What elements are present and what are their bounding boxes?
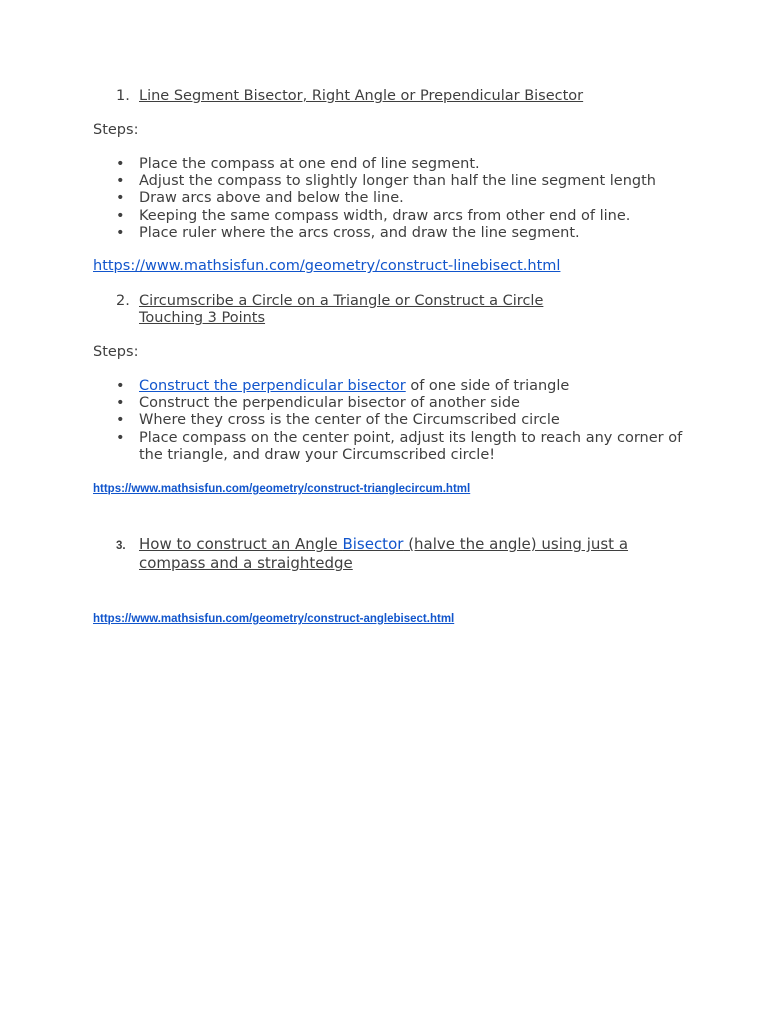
bullet-icon: • <box>116 190 125 207</box>
section-1-number: 1. <box>116 88 130 104</box>
list-item <box>116 173 696 190</box>
section-2-heading <box>116 293 696 329</box>
step-text: Keeping the same compass width, draw arcs from other end of line. <box>139 207 631 224</box>
list-item <box>116 395 696 412</box>
section-3-number: 3. <box>116 540 126 552</box>
section-2-steps-list <box>116 378 696 464</box>
bullet-icon: • <box>116 412 125 429</box>
bullet-icon: • <box>116 173 125 190</box>
step-text: Place the compass at one end of line segment. <box>139 156 480 172</box>
step-text: Construct the perpendicular bisector of another side <box>139 395 520 412</box>
bullet-icon: • <box>116 395 125 412</box>
section-1-steps-label: Steps: <box>93 122 139 138</box>
section-1-url-link[interactable]: https://www.mathsisfun.com/geometry/construct-linebisect.html <box>93 258 561 274</box>
section-2-steps-label: Steps: <box>93 344 139 360</box>
step-text: Place ruler where the arcs cross, and draw the line segment. <box>139 224 580 241</box>
step-text: Where they cross is the center of the Circumscribed circle <box>139 412 560 429</box>
bisector-link[interactable]: Bisector <box>342 535 404 553</box>
bullet-icon: • <box>116 207 125 224</box>
list-item <box>116 225 696 242</box>
section-3-title-start: How to construct an Angle <box>139 535 343 553</box>
bullet-icon: • <box>116 224 125 241</box>
list-item <box>116 156 696 173</box>
section-2-url-link[interactable]: https://www.mathsisfun.com/geometry/construct-trianglecircum.html <box>93 483 471 495</box>
section-2-title-line-1: Circumscribe a Circle on a Triangle or Construct a Circle <box>139 293 544 309</box>
list-item <box>116 378 696 395</box>
perpendicular-bisector-link[interactable]: Construct the perpendicular bisector <box>139 378 406 394</box>
bullet-icon: • <box>116 429 125 446</box>
bullet-icon: • <box>116 378 125 394</box>
section-3-url-link[interactable]: https://www.mathsisfun.com/geometry/construct-anglebisect.html <box>93 613 455 625</box>
section-3-title <box>139 535 699 573</box>
bullet-icon: • <box>116 156 125 172</box>
section-2-title-line-2: Touching 3 Points <box>139 310 266 326</box>
section-2-number: 2. <box>116 293 130 309</box>
step-text: of one side of triangle <box>405 378 570 394</box>
list-item <box>116 208 696 225</box>
list-item <box>116 430 696 464</box>
section-1-steps-list <box>116 156 696 242</box>
list-item <box>116 190 696 207</box>
step-text: Place compass on the center point, adjust its length to reach any corner of the triangle, and draw your Circumscribed circle! <box>139 429 683 463</box>
list-item <box>116 412 696 429</box>
section-2-title <box>139 293 699 327</box>
step-text: Adjust the compass to slightly longer than half the line segment length <box>139 173 656 190</box>
step-text: Draw arcs above and below the line. <box>139 190 404 207</box>
section-3-title-end: (halve the angle) using just a compass and a straightedge <box>139 535 629 572</box>
section-1-title: Line Segment Bisector, Right Angle or Prependicular Bisector <box>139 88 584 104</box>
